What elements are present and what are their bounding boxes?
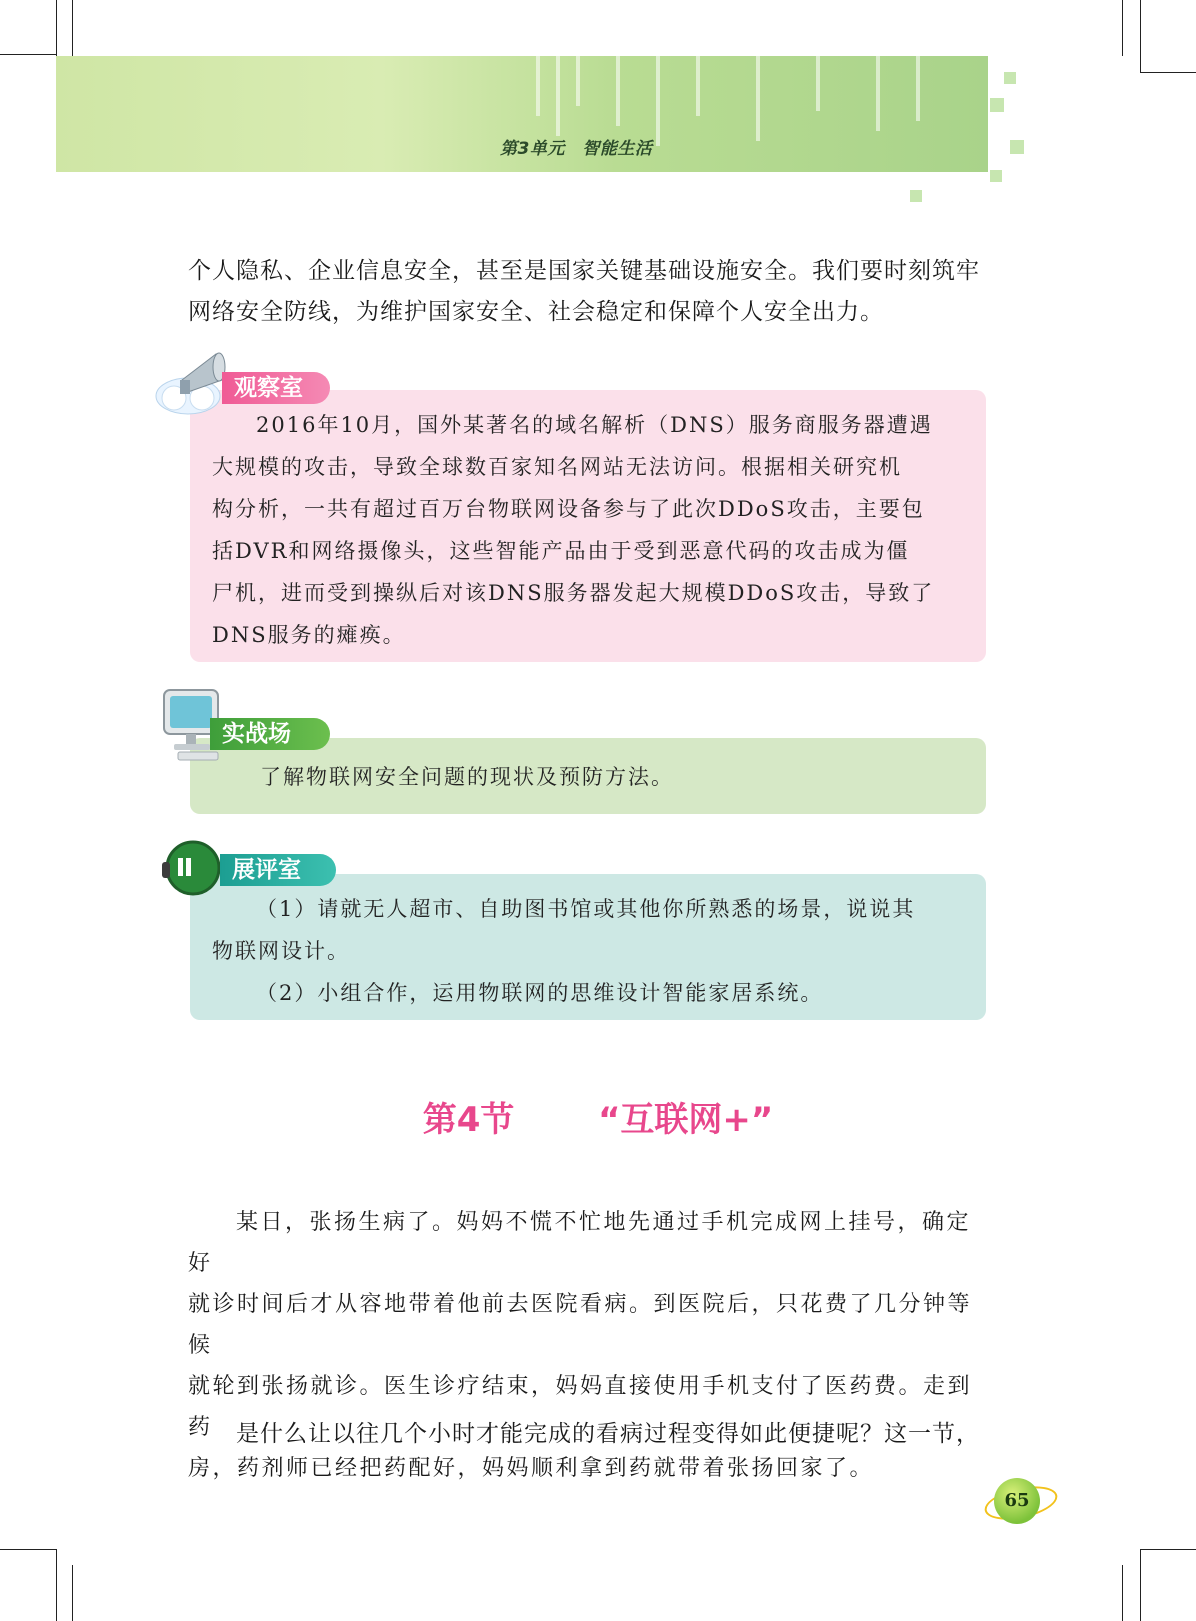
observe-box (190, 390, 986, 662)
review-box (190, 874, 986, 1020)
review-text (212, 888, 966, 1014)
presenter-icon (158, 838, 228, 898)
observe-line: 2016年10月，国外某著名的域名解析（DNS）服务商服务器遭遇 (256, 413, 933, 437)
story-line: 就诊时间后才从容地带着他前去医院看病。到医院后，只花费了几分钟等候 (188, 1292, 973, 1358)
review-line: （2）小组合作，运用物联网的思维设计智能家居系统。 (256, 981, 824, 1005)
megaphone-icon (152, 340, 232, 420)
review-line: （1）请就无人超市、自助图书馆或其他你所熟悉的场景，说说其 (256, 897, 916, 921)
observe-line: 括DVR和网络摄像头，这些智能产品由于受到恶意代码的攻击成为僵 (212, 539, 910, 563)
practice-line: 了解物联网安全问题的现状及预防方法。 (260, 765, 674, 789)
observe-label: 观察室 (222, 372, 330, 404)
decor-pixel (1010, 140, 1024, 154)
observe-line: 构分析，一共有超过百万台物联网设备参与了此次DDoS攻击，主要包 (212, 497, 925, 521)
review-label: 展评室 (220, 854, 336, 886)
page-number: 65 (994, 1478, 1040, 1524)
closing-line: 是什么让以往几个小时才能完成的看病过程变得如此便捷呢？这一节， (236, 1421, 980, 1447)
story-line: 房，药剂师已经把药配好，妈妈顺利拿到药就带着张扬回家了。 (188, 1456, 875, 1481)
closing-paragraph (188, 1414, 988, 1455)
intro-line: 个人隐私、企业信息安全，甚至是国家关键基础设施安全。我们要时刻筑牢 (188, 258, 980, 284)
observe-text (212, 404, 966, 656)
decor-pixel (990, 170, 1002, 182)
decor-pixel (910, 190, 922, 202)
intro-paragraph (188, 251, 988, 333)
observe-line: 尸机，进而受到操纵后对该DNS服务器发起大规模DDoS攻击，导致了 (212, 581, 935, 605)
observe-line: DNS服务的瘫痪。 (212, 623, 406, 647)
practice-label: 实战场 (210, 718, 330, 750)
observe-line: 大规模的攻击，导致全球数百家知名网站无法访问。根据相关研究机 (212, 455, 902, 479)
unit-title: 第3单元 智能生活 (500, 139, 653, 159)
section-title: “互联网+” (598, 1100, 774, 1140)
decor-pixel (990, 98, 1004, 112)
decor-pixel (1004, 72, 1016, 84)
story-line: 就轮到张扬就诊。医生诊疗结束，妈妈直接使用手机支付了医药费。走到药 (188, 1374, 973, 1440)
review-line: 物联网设计。 (212, 939, 350, 963)
section-number: 第4节 (422, 1100, 515, 1140)
story-line: 某日，张扬生病了。妈妈不慌不忙地先通过手机完成网上挂号，确定好 (188, 1210, 972, 1276)
intro-line: 网络安全防线，为维护国家安全、社会稳定和保障个人安全出力。 (188, 299, 884, 325)
section-heading (0, 1092, 1196, 1141)
